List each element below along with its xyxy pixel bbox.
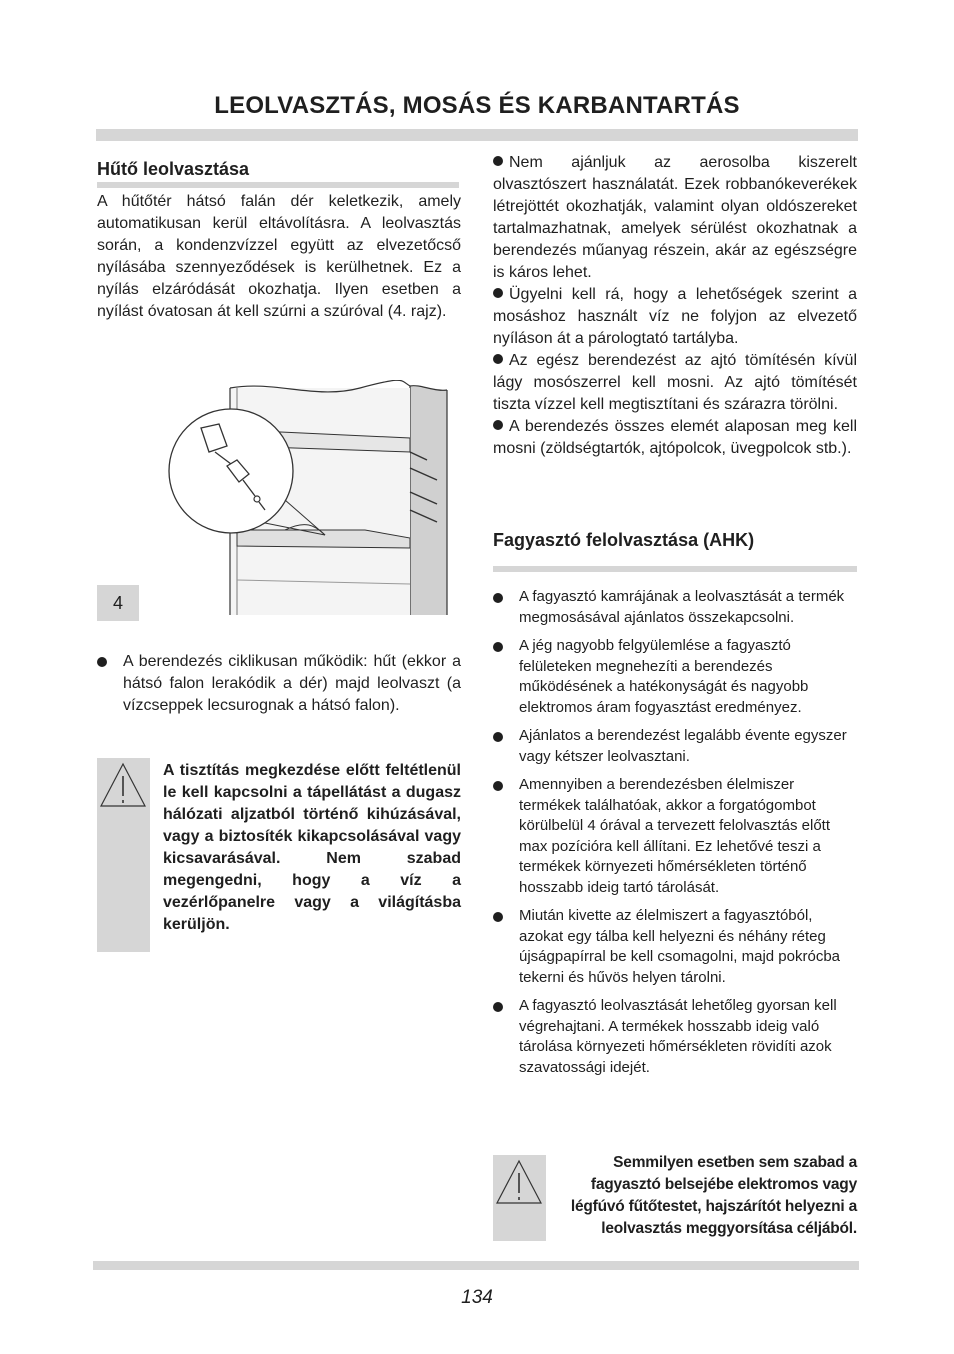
title-divider	[96, 129, 858, 141]
bullet-icon	[493, 912, 503, 922]
list-item: A jég nagyobb felgyülemlése a fagyasztó felületeken megnehezíti a berendezés működésének a hatékonyságát és nagyobb elektromos áram fogyasztást eredményez.	[493, 636, 857, 718]
page-title: LEOLVASZTÁS, MOSÁS ÉS KARBANTARTÁS	[214, 92, 740, 119]
warning-icon	[97, 758, 150, 818]
list-item: A berendezés ciklikusan működik: hűt (ekkor a hátsó falon lerakódik a dér) majd leolvaszt (a vízcseppek lecsurognak a hátsó falon).	[97, 651, 461, 717]
heading-underline	[493, 566, 857, 572]
figure-number: 4	[97, 585, 139, 621]
section-heading-freezer-defrost: Fagyasztó felolvasztása (AHK)	[493, 530, 755, 550]
freezer-list	[493, 587, 857, 1086]
heading-underline	[97, 182, 459, 188]
list-item: Nem ajánljuk az aerosolba kiszerelt olvasztószert használatát. Ezek robbanókeverékek létrejöttét okozhatják, valamint olyan oldószereket tartalmazhatnak, amelyek sérülést okozhatnak a berendezés műanyag részein, akár az egészségre is káros lehet.	[493, 154, 857, 281]
list-item: Ügyelni kell rá, hogy a lehetőségek szerint a mosáshoz használt víz ne folyjon az elvezető nyíláson át a párologtató tartályba.	[493, 286, 857, 347]
list-item: Ajánlatos a berendezést legalább évente egyszer vagy kétszer leolvasztani.	[493, 726, 857, 767]
bullet-icon	[493, 642, 503, 652]
bullet-icon	[493, 156, 503, 166]
warning-text: A tisztítás megkezdése előtt feltétlenül le kell kapcsolni a tápellátást a dugasz hálózati aljzatból történő kihúzásával, vagy a biztosíték kikapcsolásával vagy kicsavarásával. Nem szabad megengedni, hogy a víz a vezérlőpanelre vagy a világításba kerüljön.	[163, 762, 461, 933]
bullet-icon	[493, 354, 503, 364]
fridge-drain-illustration	[165, 380, 465, 615]
bullet-icon	[97, 657, 107, 667]
bullet-icon	[493, 732, 503, 742]
bullet-icon	[493, 1002, 503, 1012]
list-item: A berendezés összes elemét alaposan meg kell mosni (zöldségtartók, ajtópolcok, üvegpolcok stb.).	[493, 418, 857, 457]
warning-text: Semmilyen esetben sem szabad a fagyasztó belsejébe elektromos vagy légfúvó fűtőtestet, hajszárítót helyezni a leolvasztás meggyorsítása céljából.	[570, 1154, 857, 1237]
list-item: A fagyasztó leolvasztását lehetőleg gyorsan kell végrehajtani. A termékek hosszabb ideig való tárolása környezeti hőmérsékleten rövidíti azok szavatossági idejét.	[493, 996, 857, 1078]
intro-paragraph: A hűtőtér hátsó falán dér keletkezik, amely automatikusan kerül eltávolításra. A leolvasztás során, a kondenzvízzel együtt az elvezetőcső nyílásába szennyeződések is kerülhetnek. Ez a nyílás elzáródását okozhatja. Ilyen esetben a nyílást óvatosan át kell szúrni a szúróval (4. rajz).	[97, 193, 461, 320]
bullet-icon	[493, 593, 503, 603]
warning-box	[97, 758, 150, 952]
bullet-icon	[493, 781, 503, 791]
list-item: Amennyiben a berendezésben élelmiszer termékek találhatóak, akkor a forgatógombot körülbelül 4 órával a tervezett felolvasztás előtt max pozícióra kell állítani. Ez lehetővé teszi a termékek környezeti hőmérsékleten történő hosszabb ideig tartó tárolását.	[493, 775, 857, 898]
list-item: Az egész berendezést az ajtó tömítésén kívül lágy mosószerrel kell mosni. Az ajtó tömítését tiszta vízzel kell megtisztítani és szárazra törölni.	[493, 352, 857, 413]
warning-box	[493, 1155, 546, 1241]
page-number: 134	[461, 1287, 493, 1308]
list-item: A fagyasztó kamrájának a leolvasztását a termék megmosásával ajánlatos összekapcsolni.	[493, 587, 857, 628]
section-heading-fridge-defrost: Hűtő leolvasztása	[97, 159, 250, 179]
bullet-icon	[493, 420, 503, 430]
list-item: Miután kivette az élelmiszert a fagyasztóból, azokat egy tálba kell helyezni és néhány réteg újságpapírral be kell csomagolni, majd pokrócba tekerni és hűvös helyen tárolni.	[493, 906, 857, 988]
bullet-icon	[493, 288, 503, 298]
warning-icon	[493, 1155, 546, 1215]
footer-divider	[93, 1261, 859, 1270]
cleaning-bullets	[493, 152, 857, 460]
